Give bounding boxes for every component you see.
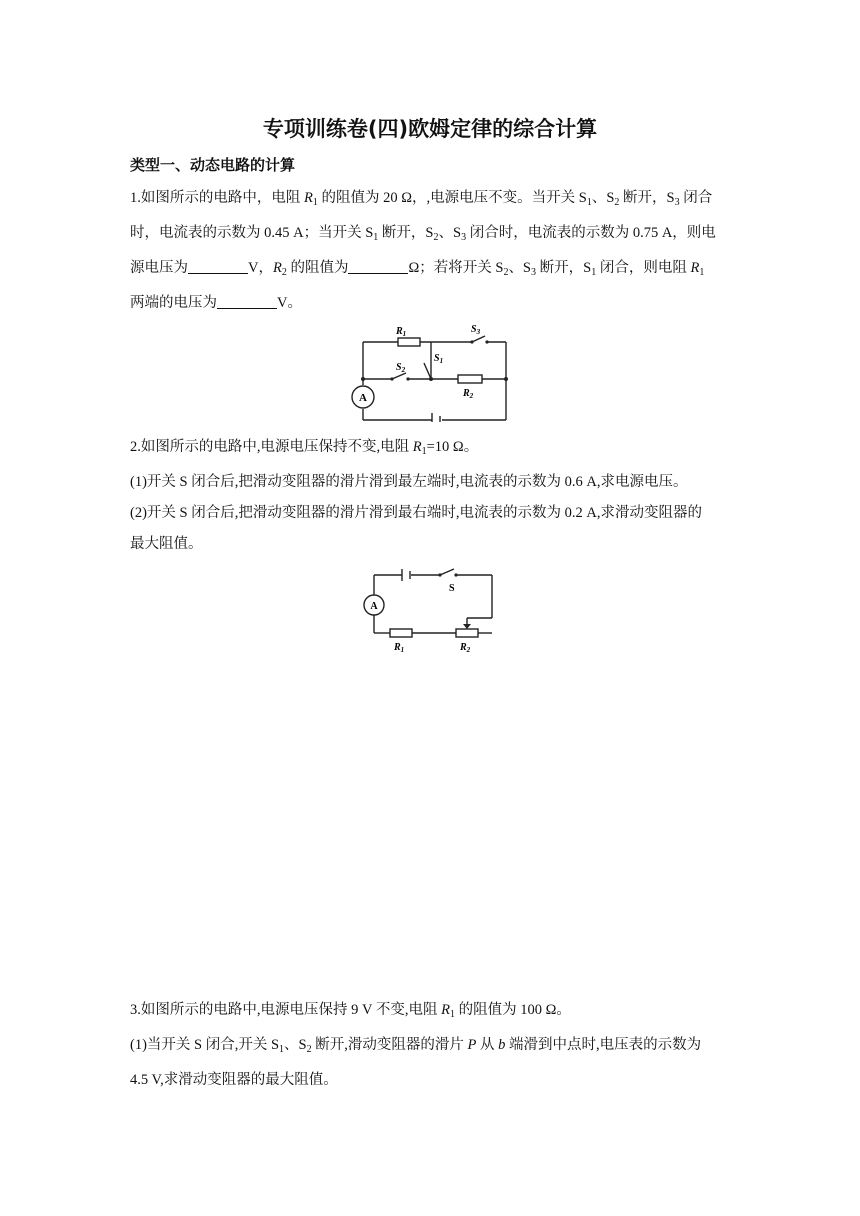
question-3 [130,995,730,1096]
label-s2: $S_2$ [396,362,406,374]
answer-blank[interactable] [188,259,248,274]
ammeter-label: A [370,601,378,612]
label-s: S [449,583,455,594]
q1-line-4: 两端的电压为 V。 [130,295,302,311]
resistor-r1 [398,338,420,346]
label-r1: $R_1$ [394,642,405,654]
page-title: 专项训练卷(四)欧姆定律的综合计算 [262,117,598,141]
q2-part-2-line-2: 最大阻值。 [130,536,203,552]
resistor-r1 [390,629,412,637]
q3-part-1-line-1: (1)当开关 S 闭合,开关 $S_1$、$S_2$ 断开,滑动变阻器的滑片 P 从 b 端滑到中点时,电压表的示数为 [130,1037,702,1055]
q1-line-3: 源电压为 V，$R_2$ 的阻值为 Ω；若将开关 $S_2$、$S_3$ 断开，$S_1$ 闭合，则电阻 $R_1$ [130,260,705,278]
q1-line-2: 时，电流表的示数为 0.45 A；当开关 $S_1$ 断开，$S_2$、$S_3$ 闭合时，电流表的示数为 0.75 A，则电 [130,225,716,243]
question-1 [130,183,730,319]
answer-blank[interactable] [348,259,408,274]
label-s3: $S_3$ [471,324,481,336]
resistor-r2 [458,375,482,383]
q1-line-1: 1.如图所示的电路中，电阻 $R_1$ 的阻值为 20 Ω，,电源电压不变。当开关 $S_1$、$S_2$ 断开，$S_3$ 闭合 [130,190,713,208]
label-s1: $S_1$ [434,353,444,365]
q2-part-2-line-1: (2)开关 S 闭合后,把滑动变阻器的滑片滑到最右端时,电流表的示数为 0.2 A,求滑动变阻器的 [130,505,702,521]
circuit-diagram-2 [360,568,510,658]
answer-blank[interactable] [217,294,277,309]
label-r1: $R_1$ [396,326,407,338]
section-heading: 类型一、动态电路的计算 [130,156,296,174]
q3-stem: 3.如图所示的电路中,电源电压保持 9 V 不变,电阻 $R_1$ 的阻值为 100 Ω。 [130,1002,571,1020]
q2-stem: 2.如图所示的电路中,电源电压保持不变,电阻 $R_1=10$ Ω。 [130,439,479,457]
question-2 [130,432,730,560]
label-r2: $R_2$ [463,388,474,400]
label-r2: $R_2$ [460,642,471,654]
rheostat-r2 [456,629,478,637]
q3-part-1-line-2: 4.5 V,求滑动变阻器的最大阻值。 [130,1072,338,1088]
slider-arrow-icon [463,624,471,629]
q2-part-1: (1)开关 S 闭合后,把滑动变阻器的滑片滑到最左端时,电流表的示数为 0.6 A,求电源电压。 [130,474,688,490]
ammeter-label: A [359,392,367,404]
circuit-diagram-1 [330,322,530,422]
